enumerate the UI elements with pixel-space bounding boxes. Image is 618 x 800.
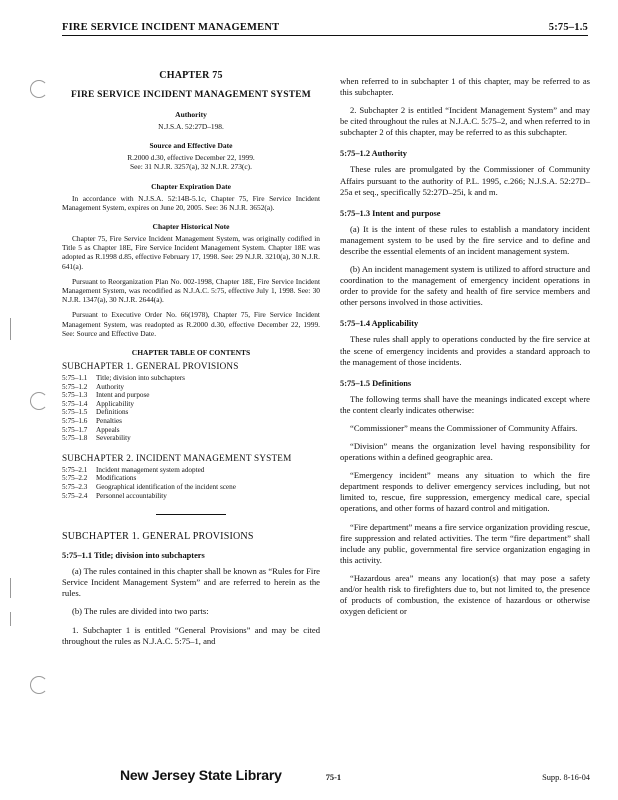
margin-mark	[10, 578, 11, 598]
toc-entry	[62, 426, 320, 435]
expiration-text: In accordance with N.J.S.A. 52:14B-5.1c, Chapter 75, Fire Service Incident Management System, expires on June 20, 2005. See: 36 N.J.R. 3652(a).	[62, 193, 320, 212]
right-column	[340, 76, 590, 617]
source-heading: Source and Effective Date	[149, 141, 233, 151]
toc-entry	[62, 374, 320, 383]
source-text: R.2000 d.30, effective December 22, 1999.	[127, 153, 255, 163]
page-number: 75-1	[325, 773, 342, 782]
body-paragraph: when referred to in subchapter 1 of this chapter, may be referred to as this subchapter.	[340, 76, 590, 98]
body-paragraph: (a) It is the intent of these rules to establish a mandatory incident management system to be used by the fire service and to define and describe the essential elements of an incident management system.	[340, 223, 590, 256]
toc-subchapter-1: SUBCHAPTER 1. GENERAL PROVISIONS	[62, 361, 239, 372]
body-paragraph: (b) The rules are divided into two parts:	[72, 606, 209, 617]
toc-list-1	[62, 374, 320, 443]
toc-entry-number: 5:75–1.6	[62, 417, 88, 426]
body-paragraph: (b) An incident management system is utilized to afford structure and coordination to the management of emergency incident operations in order to provide for the safety and health of fire service members and other persons involved in those activities.	[340, 264, 590, 308]
punch-hole-mark	[30, 676, 48, 694]
page-footer	[120, 767, 590, 783]
toc-entry-title: Title; division into subchapters	[96, 374, 185, 383]
toc-entry	[62, 400, 320, 409]
toc-entry	[62, 474, 320, 483]
history-paragraph: Chapter 75, Fire Service Incident Management System, was originally codified in Title 5 as Chapter 18E, Fire Service Incident Management System. Chapter 18E was adopted as R.1998 d.85, effective February 17, 1998. See: 29 N.J.R. 3210(a), 30 N.J.R. 641(a).	[62, 234, 320, 271]
toc-entry-title: Severability	[96, 434, 131, 443]
left-column	[62, 70, 320, 647]
toc-entry	[62, 408, 320, 417]
toc-entry-title: Personnel accountability	[96, 491, 167, 500]
authority-heading: Authority	[175, 110, 207, 119]
toc-entry-number: 5:75–2.4	[62, 491, 88, 500]
toc-entry-title: Authority	[96, 382, 124, 391]
toc-entry-number: 5:75–1.7	[62, 425, 88, 434]
toc-entry-number: 5:75–1.5	[62, 408, 88, 417]
history-heading: Chapter Historical Note	[152, 222, 230, 232]
toc-entry-title: Appeals	[96, 425, 120, 434]
section-heading: 5:75–1.2 Authority	[340, 149, 407, 159]
toc-entry-number: 5:75–1.1	[62, 374, 88, 383]
body-paragraph: These rules shall apply to operations conducted by the fire service at the scene of emergency incidents and provides a standard approach to the management of those incidents.	[340, 334, 590, 367]
history-paragraph: Pursuant to Reorganization Plan No. 002-1998, Chapter 18E, Fire Service Incident Management System, was recodified as N.J.A.C. 5:75, effective July 1, 1998. See: 30 N.J.R. 1347(a), 30 N.J.R. 2644(a).	[62, 276, 320, 305]
definition-paragraph: “Hazardous area” means any location(s) that may pose a safety and/or health risk to firefighters due to, but not limited to, the presence of products of combustion, the existence of hazardous or otherwise oxygen deficient or	[340, 572, 590, 617]
toc-entry-title: Modifications	[96, 474, 137, 483]
toc-entry-title: Intent and purpose	[96, 391, 150, 400]
section-heading: 5:75–1.4 Applicability	[340, 319, 419, 329]
toc-entry-number: 5:75–1.4	[62, 399, 88, 408]
toc-entry	[62, 383, 320, 392]
definition-paragraph: “Division” means the organization level having responsibility for operations within a defined geographic area.	[340, 440, 590, 463]
definition-paragraph: “Fire department” means a fire service organization providing rescue, fire suppression and related activities. The term “fire department” shall include any public, governmental fire service organization engaging in this activity.	[340, 521, 590, 565]
subchapter-title: SUBCHAPTER 1. GENERAL PROVISIONS	[62, 531, 254, 543]
toc-entry-number: 5:75–2.3	[62, 482, 88, 491]
toc-entry-number: 5:75–1.3	[62, 391, 88, 400]
supplement-date: Supp. 8-16-04	[542, 773, 590, 782]
toc-entry-number: 5:75–2.2	[62, 474, 88, 483]
library-stamp: New Jersey State Library	[120, 767, 282, 783]
toc-subchapter-2: SUBCHAPTER 2. INCIDENT MANAGEMENT SYSTEM	[62, 452, 292, 463]
toc-entry-number: 5:75–1.8	[62, 434, 88, 443]
toc-entry-title: Incident management system adopted	[96, 465, 205, 474]
header-title: FIRE SERVICE INCIDENT MANAGEMENT	[62, 22, 280, 33]
toc-entry-title: Geographical identification of the incident scene	[96, 482, 236, 491]
margin-mark	[10, 318, 11, 340]
toc-entry	[62, 391, 320, 400]
toc-entry	[62, 492, 320, 501]
definition-paragraph: “Commissioner” means the Commissioner of Community Affairs.	[350, 422, 578, 433]
body-paragraph: 1. Subchapter 1 is entitled “General Provisions” and may be cited throughout the rules as N.J.A.C. 5:75–1, and	[62, 624, 320, 646]
punch-hole-mark	[30, 392, 48, 410]
source-text: See: 31 N.J.R. 3257(a), 32 N.J.R. 273(c).	[130, 162, 252, 172]
body-paragraph: 2. Subchapter 2 is entitled “Incident Management System” and may be cited throughout the rules at N.J.A.C. 5:75–2, and when referred to in subchapter 2 of this chapter, may be referred to as this subchapter.	[340, 105, 590, 138]
section-heading: 5:75–1.1 Title; division into subchapters	[62, 551, 205, 561]
body-paragraph: These rules are promulgated by the Commissioner of Community Affairs pursuant to the authority of P.L. 1995, c.266; N.J.S.A. 52:27D–25a et seq., specifically 52:27D–25i, k and m.	[340, 164, 590, 197]
header-section: 5:75–1.5	[548, 22, 588, 33]
toc-list-2	[62, 466, 320, 500]
authority-text: N.J.S.A. 52:27D–198.	[158, 122, 224, 131]
chapter-name: FIRE SERVICE INCIDENT MANAGEMENT SYSTEM	[71, 90, 311, 100]
body-paragraph: The following terms shall have the meanings indicated except where the content clearly indicates otherwise:	[340, 393, 590, 415]
toc-entry-number: 5:75–1.2	[62, 382, 88, 391]
margin-mark	[10, 612, 11, 626]
running-header	[62, 22, 588, 36]
history-paragraph: Pursuant to Executive Order No. 66(1978), Chapter 75, Fire Service Incident Management System, was readopted as R.2000 d.30, effective December 22, 1999. See: Source and Effective Date.	[62, 310, 320, 338]
toc-heading: CHAPTER TABLE OF CONTENTS	[131, 348, 251, 358]
toc-entry-title: Definitions	[96, 408, 129, 417]
expiration-heading: Chapter Expiration Date	[151, 181, 231, 191]
section-divider	[156, 514, 226, 515]
body-paragraph: (a) The rules contained in this chapter shall be known as “Rules for Fire Service Incident Management System” and are referred to herein as the rules.	[62, 566, 320, 599]
section-heading: 5:75–1.5 Definitions	[340, 378, 412, 388]
punch-hole-mark	[30, 80, 48, 98]
toc-entry	[62, 483, 320, 492]
toc-entry	[62, 434, 320, 443]
toc-entry	[62, 417, 320, 426]
toc-entry	[62, 466, 320, 475]
section-heading: 5:75–1.3 Intent and purpose	[340, 208, 441, 218]
toc-entry-title: Penalties	[96, 417, 122, 426]
chapter-number: CHAPTER 75	[159, 70, 223, 81]
toc-entry-number: 5:75–2.1	[62, 465, 88, 474]
toc-entry-title: Applicability	[96, 399, 134, 408]
definition-paragraph: “Emergency incident” means any situation to which the fire department responds to deliver emergency services including, but not limited to, rescue, fire suppression, emergency medical care, special operations, and other forms of hazard control and mitigation.	[340, 470, 590, 514]
